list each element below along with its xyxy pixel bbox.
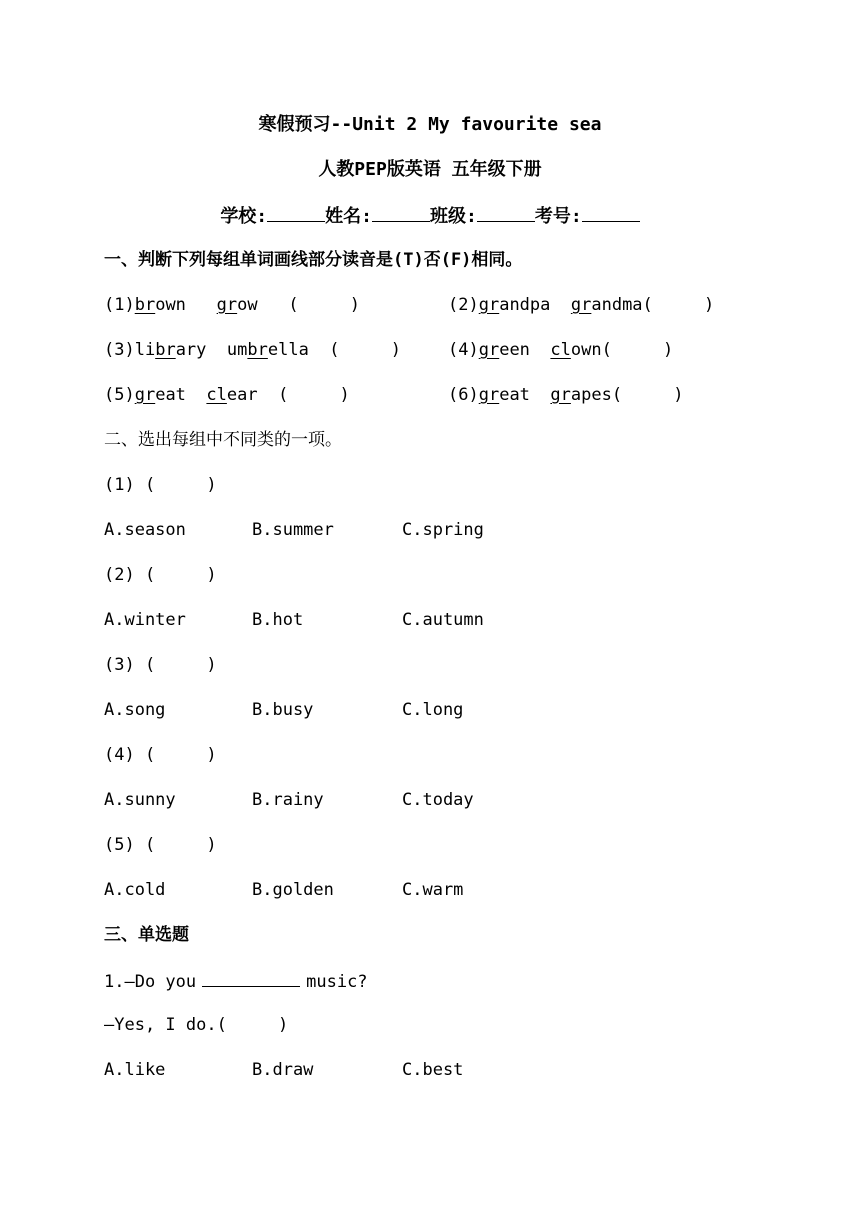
option-b: B.busy — [252, 700, 314, 720]
option-a: A.season — [104, 520, 186, 540]
phonics-item: (2)grandpa grandma( ) — [448, 295, 715, 315]
option-a: A.sunny — [104, 790, 176, 810]
school-blank — [267, 203, 325, 222]
answer-paren: ( ) — [216, 1015, 289, 1035]
answer-paren: ( ) — [601, 340, 674, 360]
option-c: C.autumn — [402, 610, 484, 630]
exam-number-blank — [582, 203, 640, 222]
option-b: B.hot — [252, 610, 304, 630]
option-b: B.rainy — [252, 790, 324, 810]
answer-paren: ( ) — [278, 385, 350, 405]
worksheet-page: 寒假预习--Unit 2 My favourite sea 人教PEP版英语 五年级下册 学校: 姓名: 班级: 考号: 一、判断下列每组单词画线部分读音是(T)否(F)相同。 (1)brown grow ( ) (2)grandpa grandma( ) (3)library umbrella ( ) (4)green clown( ) (5)great clear ( ) (6)great grapes( ) 二、选出每组中不同类的一项。 (1) ( ) A.season B.summer C.spring (2) ( ) A.winter B.hot C.autumn (3) ( ) A.song B.busy C.long (4) ( ) A.sunny B.rainy C.today (5) ( ) A.cold B.golden C.warm 三、单选题 1.—Do you music? —Yes, I do.( ) A.like B.draw C.best — [0, 0, 860, 1216]
worksheet-title: 寒假预习--Unit 2 My favourite sea — [258, 114, 602, 135]
option-c: C.warm — [402, 880, 464, 900]
answer-paren: ( ) — [611, 385, 684, 405]
class-blank — [477, 203, 535, 222]
class-label: 班级: — [430, 206, 477, 227]
option-a: A.song — [104, 700, 166, 720]
phonics-item: (5)great clear ( ) — [104, 385, 350, 405]
option-a: A.winter — [104, 610, 186, 630]
option-c: C.long — [402, 700, 464, 720]
answer-paren: ( ) — [329, 340, 401, 360]
school-label: 学校: — [220, 206, 268, 227]
name-label: 姓名: — [325, 206, 372, 227]
option-a: A.cold — [104, 880, 166, 900]
phonics-item: (4)green clown( ) — [448, 340, 674, 360]
phonics-item: (1)brown grow ( ) — [104, 295, 360, 315]
option-b: B.summer — [252, 520, 334, 540]
phonics-item: (3)library umbrella ( ) — [104, 340, 401, 360]
option-c: C.spring — [402, 520, 484, 540]
answer-paren: ( ) — [642, 295, 715, 315]
worksheet-subtitle: 人教PEP版英语 五年级下册 — [318, 159, 542, 180]
exam-number-label: 考号: — [534, 206, 582, 227]
answer-paren: ( ) — [288, 295, 360, 315]
option-a: A.like — [104, 1060, 166, 1080]
question-suffix: music? — [306, 972, 368, 992]
answer-blank — [202, 968, 300, 987]
option-b: B.golden — [252, 880, 334, 900]
response-text: —Yes, I do. — [104, 1015, 217, 1035]
option-c: C.today — [402, 790, 474, 810]
student-info-line — [0, 203, 860, 229]
option-b: B.draw — [252, 1060, 314, 1080]
name-blank — [372, 203, 430, 222]
phonics-item: (6)great grapes( ) — [448, 385, 684, 405]
option-c: C.best — [402, 1060, 464, 1080]
question-prefix: 1.—Do you — [104, 972, 197, 992]
